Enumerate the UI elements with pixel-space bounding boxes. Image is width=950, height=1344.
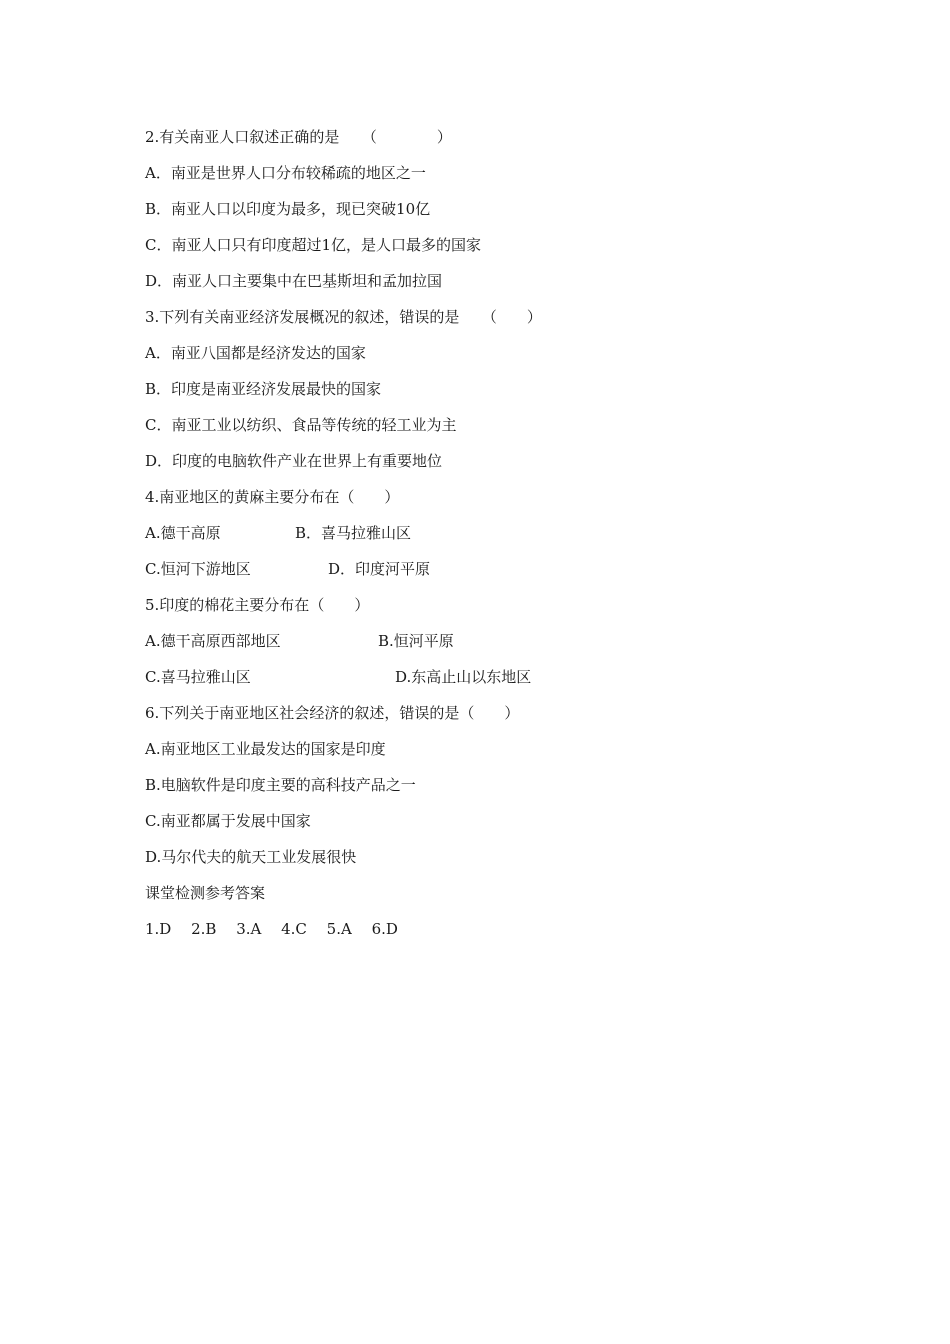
question-4-option-b: B．喜马拉雅山区 <box>295 524 412 542</box>
question-5-option-b: B.恒河平原 <box>378 632 454 650</box>
question-4-option-a: A.德干高原 <box>145 524 221 542</box>
question-4-option-d: D．印度河平原 <box>328 560 431 578</box>
question-5-option-a: A.德干高原西部地区 <box>145 632 281 650</box>
question-2-option-a: A．南亚是世界人口分布较稀疏的地区之一 <box>145 164 426 182</box>
question-6-option-d: D.马尔代夫的航天工业发展很快 <box>145 848 357 866</box>
question-6-option-c: C.南亚都属于发展中国家 <box>145 812 311 830</box>
question-3-option-b: B．印度是南亚经济发展最快的国家 <box>145 380 382 398</box>
question-3-option-c: C．南亚工业以纺织、食品等传统的轻工业为主 <box>145 416 457 434</box>
question-5-option-d: D.东高止山以东地区 <box>395 668 532 686</box>
question-2-stem: 2.有关南亚人口叙述正确的是 （ ） <box>145 128 452 146</box>
question-6-option-a: A.南亚地区工业最发达的国家是印度 <box>145 740 386 758</box>
question-6-option-b: B.电脑软件是印度主要的高科技产品之一 <box>145 776 416 794</box>
question-2-option-b: B．南亚人口以印度为最多，现已突破10亿 <box>145 200 431 218</box>
question-6-stem: 6.下列关于南亚地区社会经济的叙述，错误的是（ ） <box>145 704 520 722</box>
question-4-stem: 4.南亚地区的黄麻主要分布在（ ） <box>145 488 400 506</box>
answer-key-title: 课堂检测参考答案 <box>145 884 266 902</box>
question-3-option-a: A．南亚八国都是经济发达的国家 <box>145 344 366 362</box>
question-5-stem: 5.印度的棉花主要分布在（ ） <box>145 596 370 614</box>
answer-key-answers: 1.D 2.B 3.A 4.C 5.A 6.D <box>145 920 398 938</box>
question-4-option-c: C.恒河下游地区 <box>145 560 251 578</box>
question-3-option-d: D．印度的电脑软件产业在世界上有重要地位 <box>145 452 443 470</box>
question-2-option-d: D．南亚人口主要集中在巴基斯坦和孟加拉国 <box>145 272 443 290</box>
question-2-option-c: C．南亚人口只有印度超过1亿，是人口最多的国家 <box>145 236 482 254</box>
question-3-stem: 3.下列有关南亚经济发展概况的叙述，错误的是 （ ） <box>145 308 542 326</box>
question-5-option-c: C.喜马拉雅山区 <box>145 668 251 686</box>
